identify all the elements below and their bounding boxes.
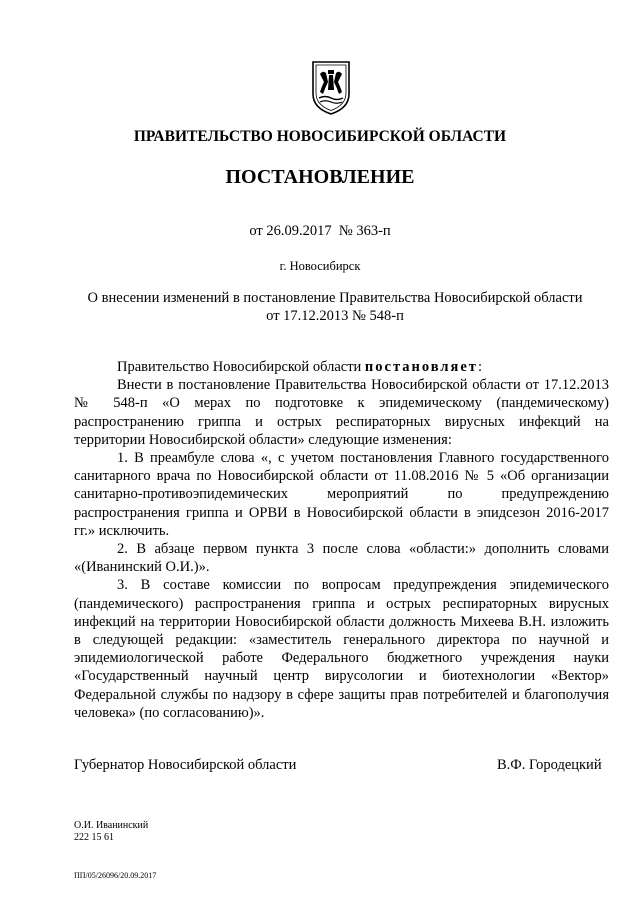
document-date: 26.09.2017 <box>266 223 332 239</box>
subject-line-2: от 17.12.2013 № 548-п <box>266 308 404 324</box>
executor-name: О.И. Иванинский <box>74 820 149 831</box>
document-type: ПОСТАНОВЛЕНИЕ <box>225 166 415 188</box>
intro-verb: постановляет <box>364 359 478 375</box>
government-title: ПРАВИТЕЛЬСТВО НОВОСИБИРСКОЙ ОБЛАСТИ <box>133 128 507 145</box>
intro-prefix: Правительство Новосибирской области <box>117 359 365 375</box>
executor-block <box>74 820 148 844</box>
document-body <box>74 358 609 722</box>
resolution-intro <box>74 358 609 376</box>
list-item-1: 1. В преамбуле слова «, с учетом постановления Главного государственного санитарного врача по Новосибирской области от 11.08.2016 № 5 «Об организации санитарно-противоэпидемических мероприятий по предупреждению распространения гриппа и ОРВИ в Новосибирской области в эпидсезон 2016-2017 гг.» исключить. <box>74 450 609 539</box>
date-prefix: от <box>249 223 267 239</box>
date-number-line <box>0 223 640 240</box>
number-prefix: № <box>338 223 357 239</box>
list-item-3: 3. В составе комиссии по вопросам предупреждения эпидемического (пандемического) распространения гриппа и острых респираторных вирусных инфекций на территории Новосибирской области должность Михеева В.Н. изложить в следующей редакции: «заместитель генерального директора по научной и эпидемиологической работе Федерального бюджетного учреждения науки «Государственный научный центр вирусологии и биотехнологии «Вектор» Федеральной службы по надзору в сфере защиты прав потребителей и благополучия человека» (по согласованию)». <box>74 577 609 721</box>
paragraph-main: Внести в постановление Правительства Новосибирской области от 17.12.2013 № 548-п «О мерах по подготовке к эпидемическому (пандемическому) распространению гриппа и острых респираторных вирусных инфекций на территории Новосибирской области» следующие изменения: <box>74 377 609 448</box>
executor-phone: 222 15 61 <box>74 832 114 843</box>
signer-position: Губернатор Новосибирской области <box>74 757 297 773</box>
document-reference: ПП/05/26096/20.09.2017 <box>74 871 157 880</box>
document-number: 363-п <box>356 223 391 239</box>
document-subject <box>70 289 600 325</box>
intro-suffix: : <box>477 359 482 375</box>
city: г. Новосибирск <box>279 259 361 273</box>
list-item-2: 2. В абзаце первом пункта 3 после слова «области:» дополнить словами «(Иванинский О.И.)». <box>74 541 609 576</box>
signer-name: В.Ф. Городецкий <box>497 757 602 773</box>
subject-line-1: О внесении изменений в постановление Правительства Новосибирской области <box>87 290 583 306</box>
coat-of-arms-icon <box>311 60 351 116</box>
